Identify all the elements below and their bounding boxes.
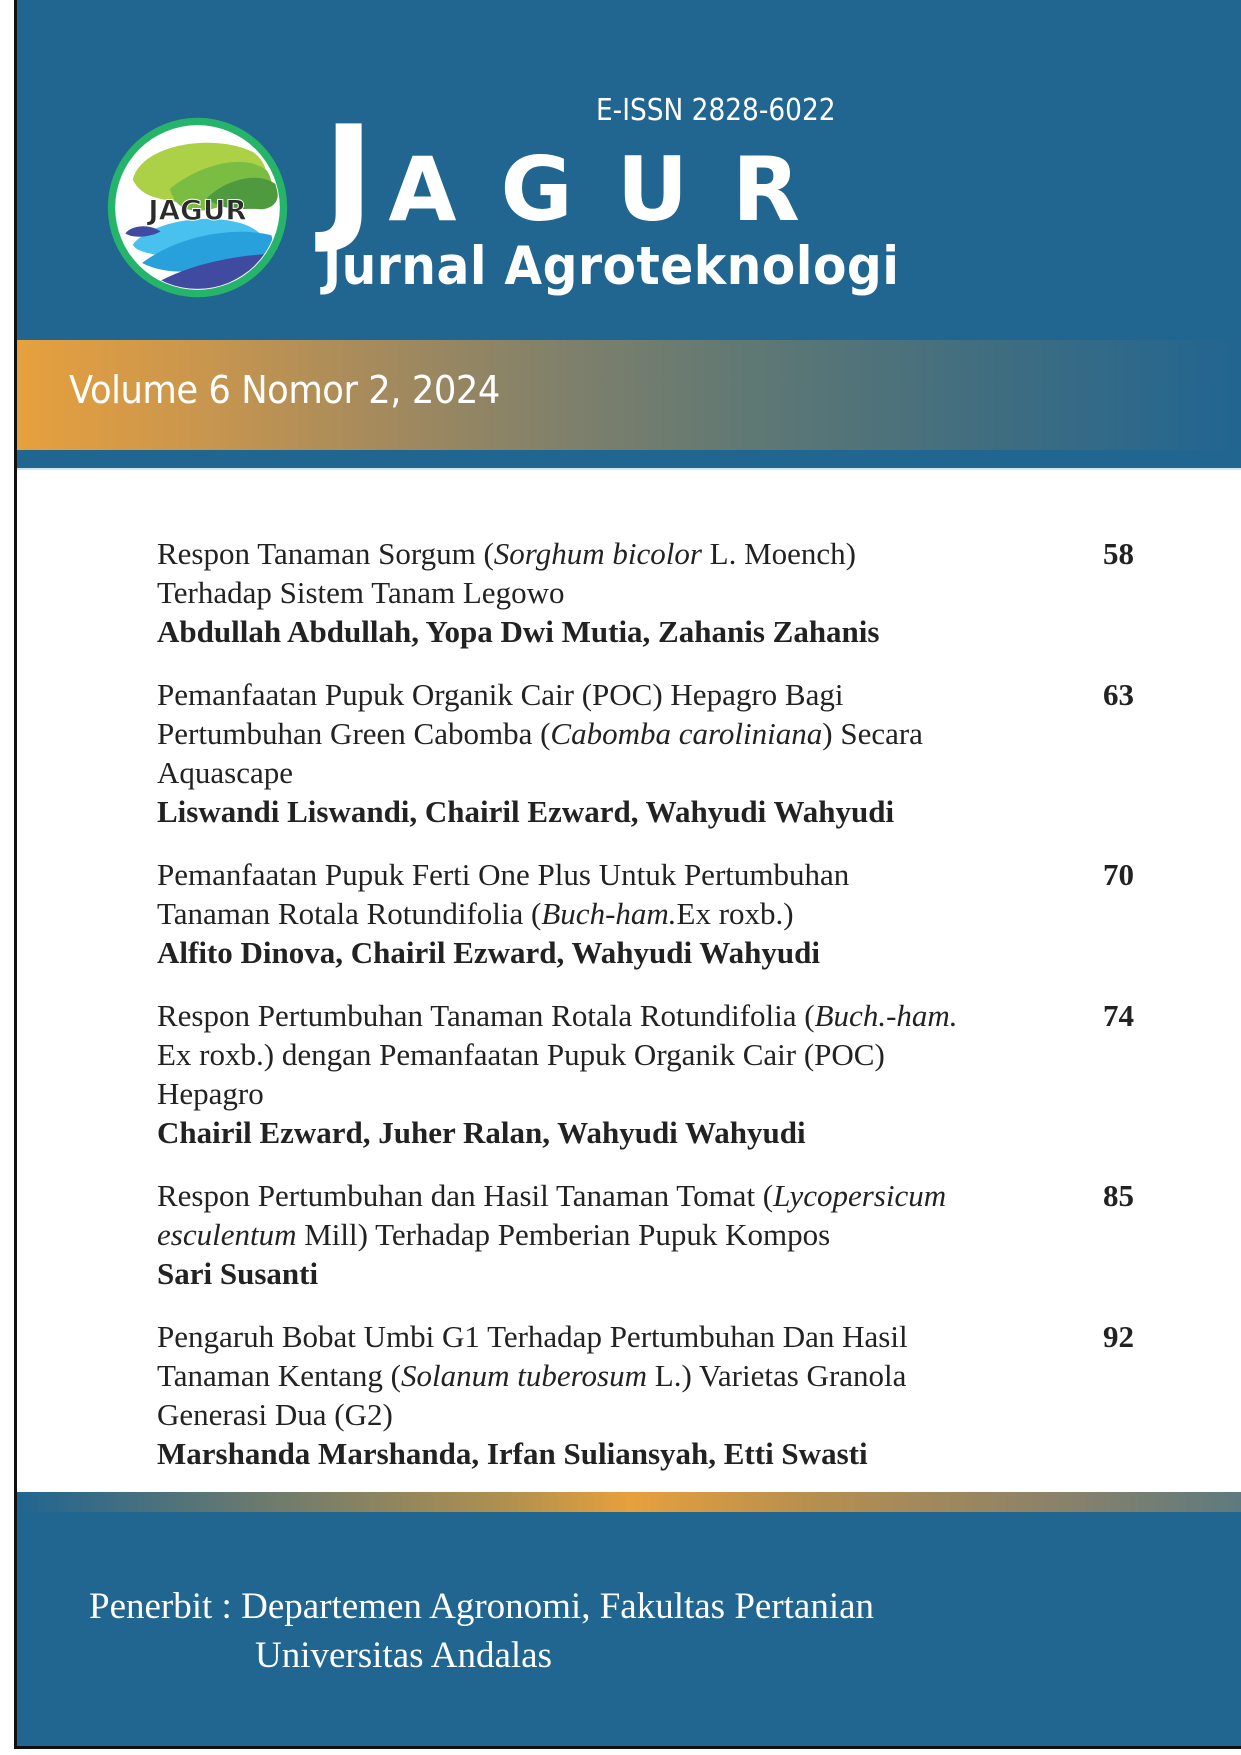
article-title-line [157, 1035, 1077, 1074]
journal-title-rest: AGUR [388, 138, 844, 241]
article-page-number: 70 [1103, 857, 1134, 892]
article-title-line [157, 753, 1077, 792]
title-text: Ex roxb.) [676, 896, 794, 931]
header-divider [17, 468, 1241, 470]
title-text: Tanaman Kentang ( [157, 1358, 402, 1393]
publisher-label: Penerbit : [89, 1586, 242, 1627]
article-page-number: 58 [1103, 536, 1134, 571]
title-text: Hepagro [157, 1076, 264, 1111]
article-title-line [157, 1074, 1077, 1113]
toc-entry [157, 1176, 1227, 1293]
article-title-line [157, 1395, 1077, 1434]
toc-entry [157, 1317, 1227, 1473]
article-page-number: 63 [1103, 677, 1134, 712]
title-text: Generasi Dua (G2) [157, 1397, 393, 1432]
article-authors: Chairil Ezward, Juher Ralan, Wahyudi Wahyudi [157, 1115, 806, 1150]
article-authors: Abdullah Abdullah, Yopa Dwi Mutia, Zahanis Zahanis [157, 614, 880, 649]
publisher-department: Departemen Agronomi, Fakultas Pertanian [241, 1586, 875, 1627]
title-text: Respon Pertumbuhan Tanaman Rotala Rotundifolia ( [157, 998, 815, 1033]
title-text: Pemanfaatan Pupuk Organik Cair (POC) Hepagro Bagi [157, 677, 844, 712]
cover-page [14, 0, 1241, 1749]
issn-label: E-ISSN 2828-6022 [596, 93, 836, 128]
article-authors: Sari Susanti [157, 1256, 319, 1291]
article-title-line [157, 894, 1077, 933]
article-title-line [157, 1317, 1077, 1356]
footer-banner [17, 1492, 1241, 1749]
scientific-name: Lycopersicum [773, 1178, 947, 1213]
title-text: Respon Tanaman Sorgum ( [157, 536, 494, 571]
journal-subtitle: Jurnal Agroteknologi [323, 236, 900, 297]
journal-title-initial: J [323, 96, 375, 257]
title-text: Aquascape [157, 755, 293, 790]
scientific-name: Sorghum bicolor [493, 536, 702, 571]
publisher-info [89, 1582, 874, 1680]
article-title-line [157, 714, 1077, 753]
article-authors: Liswandi Liswandi, Chairil Ezward, Wahyudi Wahyudi [157, 794, 895, 829]
scientific-name: Cabomba caroliniana [550, 716, 823, 751]
title-text: Respon Pertumbuhan dan Hasil Tanaman Tomat ( [157, 1178, 774, 1213]
article-authors: Alfito Dinova, Chairil Ezward, Wahyudi Wahyudi [157, 935, 820, 970]
title-text: L. Moench) [701, 536, 856, 571]
volume-label: Volume 6 Nomor 2, 2024 [69, 368, 500, 412]
journal-title [323, 96, 844, 257]
toc-entry [157, 534, 1227, 651]
toc-entry [157, 675, 1227, 831]
article-title-line [157, 1176, 1077, 1215]
article-title-line [157, 996, 1077, 1035]
jagur-logo [105, 115, 290, 300]
footer-gradient-stripe [17, 1492, 1241, 1512]
article-page-number: 85 [1103, 1178, 1134, 1213]
publisher-university: Universitas Andalas [255, 1635, 552, 1676]
article-title-line [157, 675, 1077, 714]
title-text: Tanaman Rotala Rotundifolia ( [157, 896, 542, 931]
article-title-line [157, 855, 1077, 894]
logo-text: JAGUR [148, 193, 247, 227]
scientific-name: Buch.-ham. [814, 998, 958, 1033]
toc-entry [157, 996, 1227, 1152]
article-title-line [157, 534, 1077, 573]
toc-entry [157, 855, 1227, 972]
title-text: Ex roxb.) dengan Pemanfaatan Pupuk Organik Cair (POC) [157, 1037, 885, 1072]
article-page-number: 74 [1103, 998, 1134, 1033]
article-authors: Marshanda Marshanda, Irfan Suliansyah, Etti Swasti [157, 1436, 868, 1471]
title-text: ) Secara [822, 716, 923, 751]
scientific-name: esculentum [157, 1217, 297, 1252]
scientific-name: Buch-ham. [541, 896, 677, 931]
title-text: L.) Varietas Granola [647, 1358, 907, 1393]
title-text: Pemanfaatan Pupuk Ferti One Plus Untuk Pertumbuhan [157, 857, 850, 892]
article-page-number: 92 [1103, 1319, 1134, 1354]
article-title-line [157, 1215, 1077, 1254]
table-of-contents [157, 534, 1227, 1497]
title-text: Terhadap Sistem Tanam Legowo [157, 575, 565, 610]
scientific-name: Solanum tuberosum [401, 1358, 648, 1393]
title-text: Pertumbuhan Green Cabomba ( [157, 716, 551, 751]
title-text: Pengaruh Bobat Umbi G1 Terhadap Pertumbuhan Dan Hasil [157, 1319, 908, 1354]
header-banner [17, 0, 1241, 468]
article-title-line [157, 1356, 1077, 1395]
title-text: Mill) Terhadap Pemberian Pupuk Kompos [296, 1217, 831, 1252]
publisher-line-1 [89, 1582, 874, 1631]
article-title-line [157, 573, 1077, 612]
